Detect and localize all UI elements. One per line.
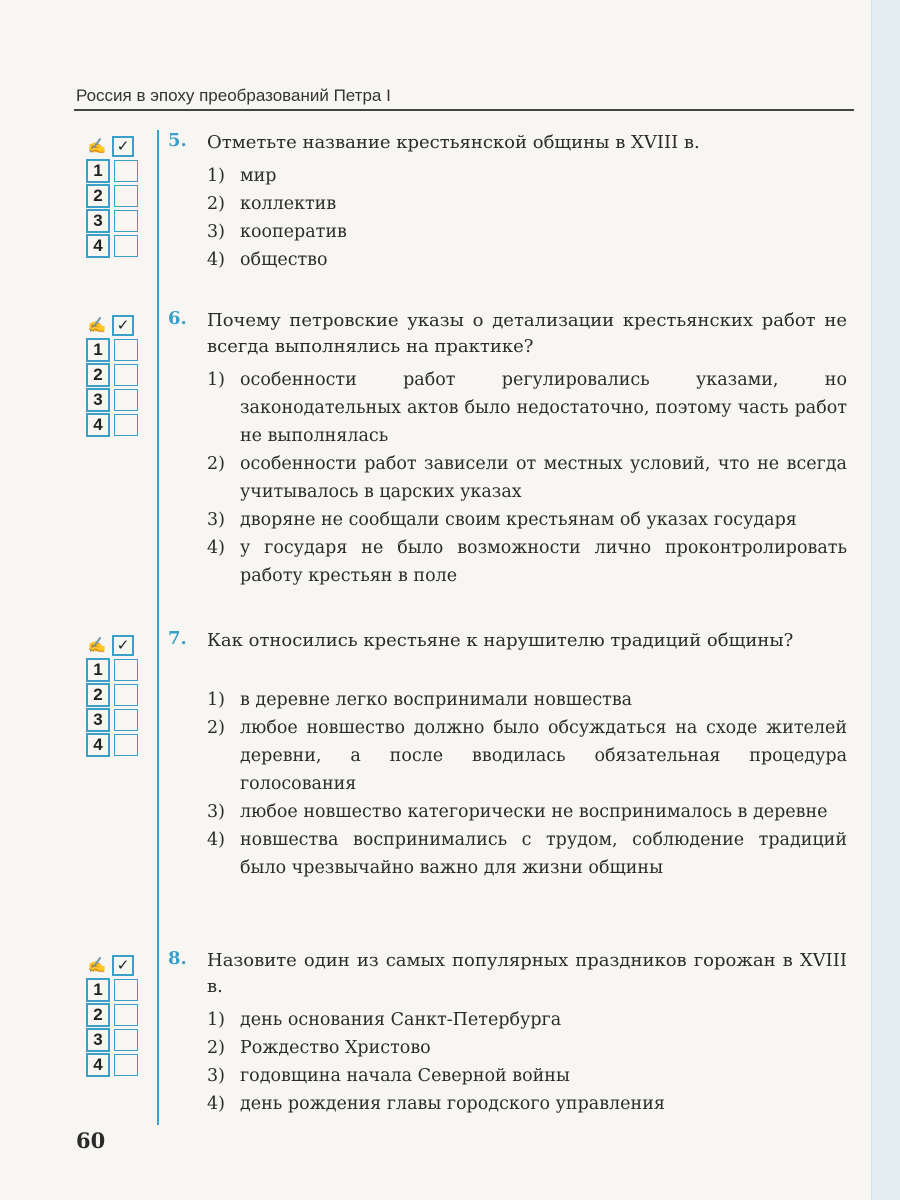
answer-checkbox[interactable]	[114, 339, 138, 361]
option-text: Рождество Христово	[240, 1038, 431, 1058]
option-text: у государя не было возможности лично проконтролировать работу крестьян в поле	[240, 538, 847, 586]
answer-grid	[86, 633, 142, 758]
option-number: 1)	[207, 690, 225, 710]
answer-checkbox[interactable]	[114, 684, 138, 706]
option-text: в деревне легко воспринимали новшества	[240, 690, 633, 710]
pencil-icon: ✍	[87, 316, 107, 334]
option-item	[207, 1034, 847, 1062]
option-item	[207, 1062, 847, 1090]
option-number: 3)	[207, 1066, 225, 1086]
answer-number: 1	[86, 159, 110, 183]
option-text: коллектив	[240, 194, 337, 214]
option-item	[207, 798, 847, 826]
answer-grid	[86, 953, 142, 1078]
answer-checkbox[interactable]	[114, 185, 138, 207]
option-text: день основания Санкт-Петербурга	[240, 1010, 562, 1030]
answer-number: 4	[86, 1053, 110, 1077]
question-number: 7.	[168, 628, 187, 649]
pencil-icon: ✍	[87, 137, 107, 155]
option-text: особенности работ регулировались указами, но законодательных актов было недостаточно, поэтому часть работ не выполнялась	[240, 370, 847, 446]
running-header: Россия в эпоху преобразований Петра I	[76, 86, 391, 105]
answer-checkbox[interactable]	[114, 659, 138, 681]
question-number: 6.	[168, 308, 187, 329]
option-number: 2)	[207, 1038, 225, 1058]
option-text: мир	[240, 166, 277, 186]
option-number: 4)	[207, 250, 225, 270]
option-item	[207, 534, 847, 590]
option-text: годовщина начала Северной войны	[240, 1066, 570, 1086]
answer-number: 3	[86, 209, 110, 233]
option-item	[207, 1006, 847, 1034]
answer-grid	[86, 313, 142, 438]
options-list	[207, 366, 847, 590]
option-item	[207, 366, 847, 450]
question-text: Отметьте название крестьянской общины в XVIII в.	[207, 132, 700, 153]
answer-checkbox[interactable]	[114, 389, 138, 411]
option-number: 4)	[207, 538, 225, 558]
option-item	[207, 1090, 847, 1118]
answer-number: 1	[86, 978, 110, 1002]
option-item	[207, 506, 847, 534]
option-item	[207, 686, 847, 714]
answer-checkbox[interactable]	[114, 1029, 138, 1051]
answer-number: 2	[86, 683, 110, 707]
option-item	[207, 190, 847, 218]
option-text: новшества воспринимались с трудом, соблюдение традиций было чрезвычайно важно для жизни общины	[240, 830, 847, 878]
answer-checkbox[interactable]	[114, 1054, 138, 1076]
question-text: Назовите один из самых популярных праздников горожан в XVIII в.	[207, 950, 847, 997]
option-text: кооператив	[240, 222, 347, 242]
check-icon: ✓	[112, 635, 134, 656]
answer-number: 3	[86, 1028, 110, 1052]
answer-checkbox[interactable]	[114, 160, 138, 182]
options-list	[207, 1006, 847, 1118]
answer-checkbox[interactable]	[114, 235, 138, 257]
answer-checkbox[interactable]	[114, 734, 138, 756]
answer-number: 2	[86, 184, 110, 208]
option-item	[207, 162, 847, 190]
option-number: 2)	[207, 718, 225, 738]
option-number: 4)	[207, 1094, 225, 1114]
options-list	[207, 162, 847, 274]
answer-number: 4	[86, 413, 110, 437]
answer-number: 2	[86, 363, 110, 387]
header-rule	[74, 109, 854, 111]
option-text: любое новшество должно было обсуждаться на сходе жителей деревни, а после вводилась обязательная процедура голосования	[240, 718, 847, 794]
page-number: 60	[76, 1128, 106, 1153]
answer-number: 4	[86, 234, 110, 258]
option-number: 3)	[207, 802, 225, 822]
answer-checkbox[interactable]	[114, 979, 138, 1001]
answer-checkbox[interactable]	[114, 364, 138, 386]
question-text: Как относились крестьяне к нарушителю традиций общины?	[207, 630, 794, 651]
option-item	[207, 826, 847, 882]
option-number: 1)	[207, 166, 225, 186]
answer-grid	[86, 134, 142, 259]
pencil-icon: ✍	[87, 636, 107, 654]
option-text: любое новшество категорически не воспринималось в деревне	[240, 802, 828, 822]
option-text: дворяне не сообщали своим крестьянам об указах государя	[240, 510, 797, 530]
option-item	[207, 714, 847, 798]
options-list	[207, 686, 847, 882]
answer-checkbox[interactable]	[114, 1004, 138, 1026]
check-icon: ✓	[112, 136, 134, 157]
answer-number: 4	[86, 733, 110, 757]
answer-number: 1	[86, 658, 110, 682]
answer-number: 3	[86, 708, 110, 732]
question-number: 8.	[168, 948, 187, 969]
check-icon: ✓	[112, 955, 134, 976]
answer-number: 1	[86, 338, 110, 362]
check-icon: ✓	[112, 315, 134, 336]
answer-number: 3	[86, 388, 110, 412]
option-text: день рождения главы городского управления	[240, 1094, 665, 1114]
option-text: общество	[240, 250, 328, 270]
option-number: 1)	[207, 370, 225, 390]
margin-line	[157, 130, 159, 1125]
option-number: 2)	[207, 454, 225, 474]
pencil-icon: ✍	[87, 956, 107, 974]
question-text: Почему петровские указы о детализации крестьянских работ не всегда выполнялись на практике?	[207, 310, 847, 357]
option-item	[207, 218, 847, 246]
option-item	[207, 450, 847, 506]
adjacent-page-edge	[871, 0, 900, 1200]
answer-number: 2	[86, 1003, 110, 1027]
answer-checkbox[interactable]	[114, 414, 138, 436]
option-number: 1)	[207, 1010, 225, 1030]
option-item	[207, 246, 847, 274]
option-number: 3)	[207, 510, 225, 530]
option-text: особенности работ зависели от местных условий, что не всегда учитывалось в царских указах	[240, 454, 847, 502]
answer-checkbox[interactable]	[114, 210, 138, 232]
answer-checkbox[interactable]	[114, 709, 138, 731]
option-number: 3)	[207, 222, 225, 242]
question-number: 5.	[168, 130, 187, 151]
option-number: 4)	[207, 830, 225, 850]
option-number: 2)	[207, 194, 225, 214]
